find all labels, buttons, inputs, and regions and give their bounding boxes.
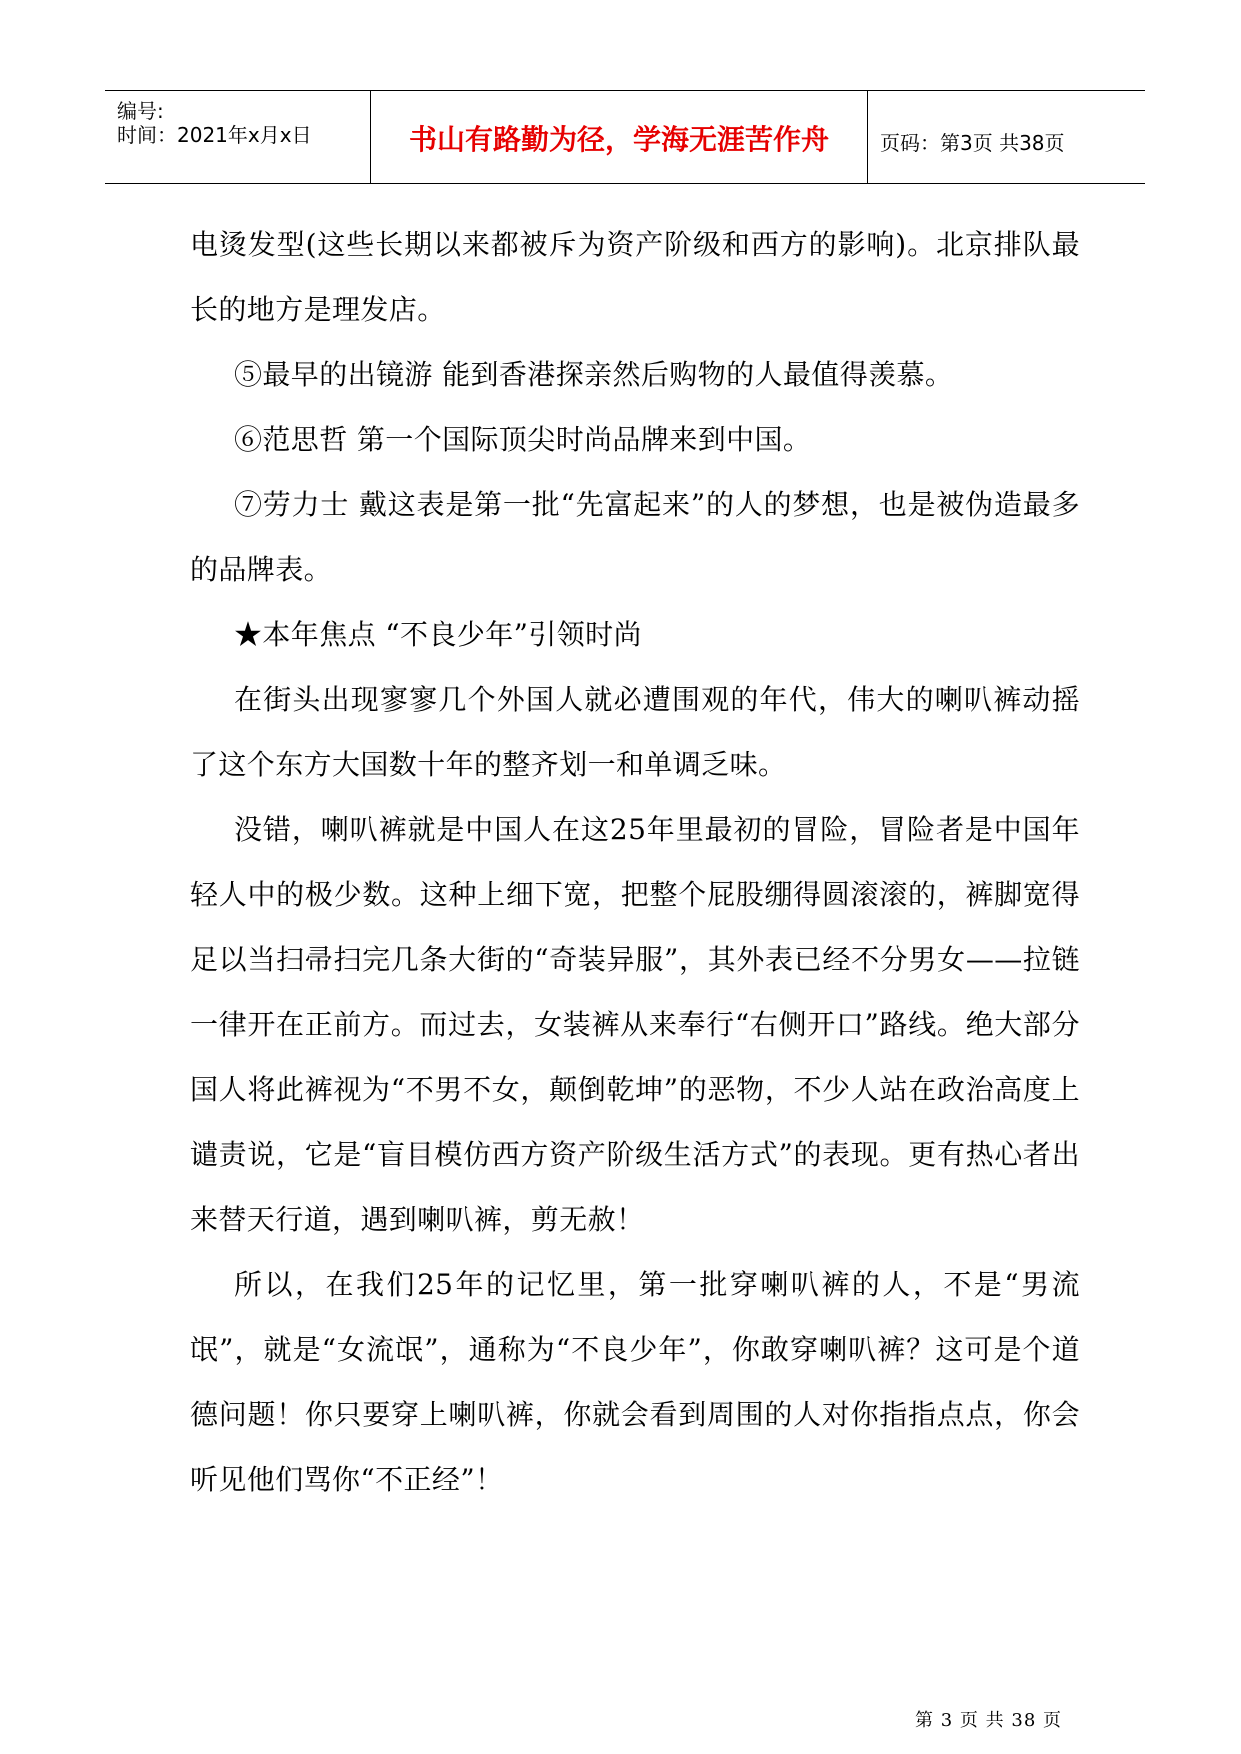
page-footer: 第 3 页 共 38 页 — [915, 1710, 1062, 1731]
header-motto-cell — [371, 91, 868, 183]
header-page-info: 页码：第3页 共38页 — [880, 131, 1065, 155]
paragraph: ⑦劳力士 戴这表是第一批“先富起来”的人的梦想，也是被伪造最多的品牌表。 — [190, 488, 1080, 586]
paragraph: ⑥范思哲 第一个国际顶尖时尚品牌来到中国。 — [234, 423, 812, 456]
time-line: 时间：2021年x月x日 — [117, 123, 312, 147]
header-page-cell — [868, 91, 1145, 183]
page-header — [105, 90, 1145, 184]
serial-label: 编号: — [117, 99, 164, 123]
body-text — [190, 212, 1080, 1512]
motto: 书山有路勤为径，学海无涯苦作舟 — [408, 123, 829, 156]
paragraph: 电烫发型(这些长期以来都被斥为资产阶级和西方的影响)。北京排队最长的地方是理发店。 — [190, 228, 1080, 326]
paragraph: 所以，在我们25年的记忆里，第一批穿喇叭裤的人，不是“男流氓”，就是“女流氓”，通称为“不良少年”，你敢穿喇叭裤？这可是个道德问题！你只要穿上喇叭裤，你就会看到周围的人对你指指点点，你会听见他们骂你“不正经”！ — [190, 1268, 1080, 1496]
paragraph: 没错，喇叭裤就是中国人在这25年里最初的冒险，冒险者是中国年轻人中的极少数。这种上细下宽，把整个屁股绷得圆滚滚的，裤脚宽得足以当扫帚扫完几条大街的“奇装异服”，其外表已经不分男女——拉链一律开在正前方。而过去，女装裤从来奉行“右侧开口”路线。绝大部分国人将此裤视为“不男不女，颠倒乾坤”的恶物，不少人站在政治高度上谴责说，它是“盲目模仿西方资产阶级生活方式”的表现。更有热心者出来替天行道，遇到喇叭裤，剪无赦！ — [190, 813, 1080, 1236]
paragraph: 在街头出现寥寥几个外国人就必遭围观的年代，伟大的喇叭裤动摇了这个东方大国数十年的整齐划一和单调乏味。 — [190, 683, 1080, 781]
header-meta-cell — [105, 91, 371, 183]
paragraph: ⑤最早的出镜游 能到香港探亲然后购物的人最值得羡慕。 — [234, 358, 954, 391]
section-heading: ★本年焦点 “不良少年”引领时尚 — [234, 618, 642, 651]
